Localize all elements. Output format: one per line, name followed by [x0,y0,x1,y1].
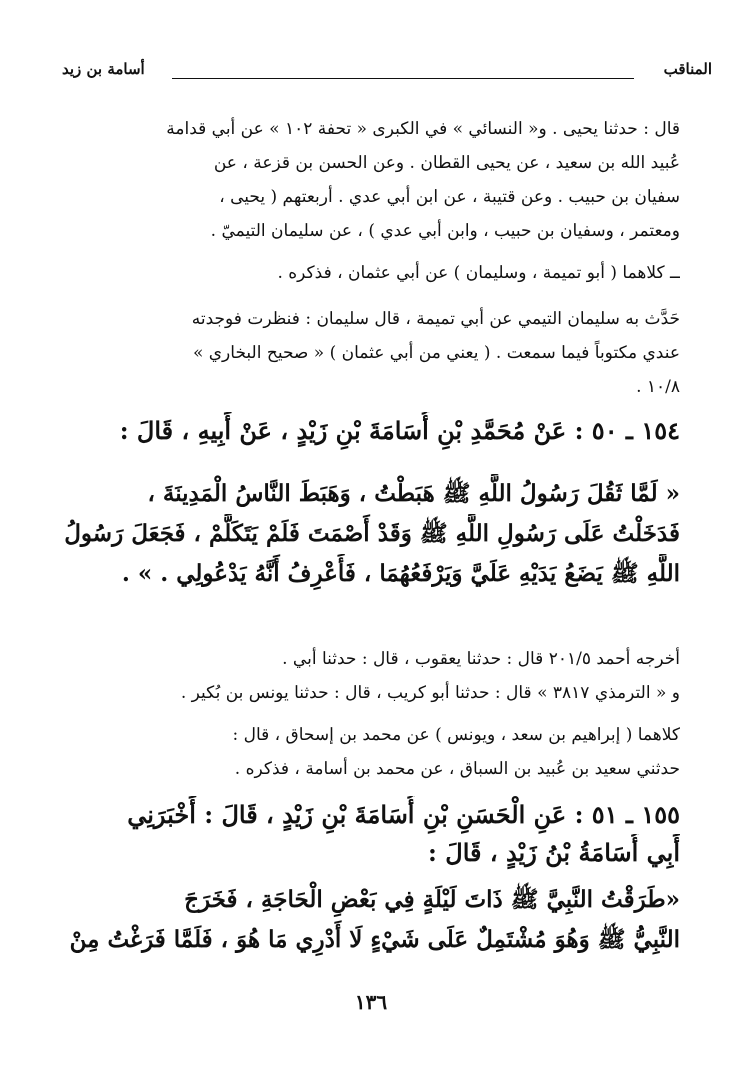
note-line: ــ كلاهما ( أبو تميمة ، وسليمان ) عن أبي عثمان ، فذكره . [277,263,680,283]
hadith-text [60,474,680,594]
hadith-heading-line: ١٥٤ ـ ٥٠ : عَنْ مُحَمَّدِ بْنِ أُسَامَةَ بْنِ زَيْدٍ ، عَنْ أَبِيهِ ، قَالَ : [119,416,680,445]
note-line: عُبيد الله بن سعيد ، عن يحيى القطان . وعن الحسن بن قزعة ، عن [213,153,680,173]
takhrij-note [60,718,680,786]
takhrij-note [60,302,680,404]
hadith-heading [60,412,680,450]
note-line: حَدَّث به سليمان التيمي عن أبي تميمة ، قال سليمان : فنظرت فوجدته [191,309,680,329]
note-line: كلاهما ( إبراهيم بن سعد ، ويونس ) عن محمد بن إسحاق ، قال : [232,725,680,745]
note-line: سفيان بن حبيب . وعن قتيبة ، عن ابن أبي عدي . أربعتهم ( يحيى ، [219,187,680,207]
note-line: و « الترمذي ٣٨١٧ » قال : حدثنا أبو كريب ، قال : حدثنا يونس بن بُكير . [180,683,680,703]
hadith-line: النَّبِيُّ ﷺ وَهُوَ مُشْتَمِلٌ عَلَى شَيْءٍ لَا أَدْرِي مَا هُوَ ، فَلَمَّا فَرَغْتُ مِنْ [69,926,680,953]
takhrij-note [60,642,680,710]
hadith-line: اللَّهِ ﷺ يَضَعُ يَدَيْهِ عَلَيَّ وَيَرْفَعُهُمَا ، فَأَعْرِفُ أَنَّهُ يَدْعُولِي . » . [121,560,680,587]
running-header [62,56,712,84]
hadith-heading-line: ١٥٥ ـ ٥١ : عَنِ الْحَسَنِ بْنِ أُسَامَةَ بْنِ زَيْدٍ ، قَالَ : أَخْبَرَنِي [127,800,680,829]
chapter-title: المناقب [663,60,712,78]
note-line: ١٠/٨ . [636,377,680,397]
note-line: أخرجه أحمد ٢٠١/٥ قال : حدثنا يعقوب ، قال : حدثنا أبي . [282,649,680,669]
note-line: عندي مكتوباً فيما سمعت . ( يعني من أبي عثمان ) « صحيح البخاري » [192,343,680,363]
note-line: حدثني سعيد بن عُبيد بن السباق ، عن محمد بن أسامة ، فذكره . [234,759,680,779]
takhrij-note [60,256,680,290]
hadith-line: فَدَخَلْتُ عَلَى رَسُولِ اللَّهِ ﷺ وَقَدْ أَصْمَتَ فَلَمْ يَتَكَلَّمْ ، فَجَعَلَ رَسُولُ [64,520,680,547]
hadith-heading-line: أَبِي أُسَامَةُ بْنُ زَيْدٍ ، قَالَ : [428,838,680,867]
hadith-heading [60,796,680,872]
hadith-line: « لَمَّا ثَقُلَ رَسُولُ اللَّهِ ﷺ هَبَطْتُ ، وَهَبَطَ النَّاسُ الْمَدِينَةَ ، [147,480,680,507]
note-line: قال : حدثنا يحيى . و« النسائي » في الكبرى « تحفة ١٠٢ » عن أبي قدامة [166,119,680,139]
header-rule [172,78,634,79]
takhrij-note [60,112,680,248]
page-number: ١٣٦ [354,990,388,1014]
note-line: ومعتمر ، وسفيان بن حبيب ، وابن أبي عدي ) ، عن سليمان التيميّ . [210,221,680,241]
hadith-line: «طَرَقْتُ النَّبِيَّ ﷺ ذَاتَ لَيْلَةٍ فِي بَعْضِ الْحَاجَةِ ، فَخَرَجَ [184,886,680,913]
hadith-text [60,880,680,960]
section-title: أسامة بن زيد [62,60,145,78]
